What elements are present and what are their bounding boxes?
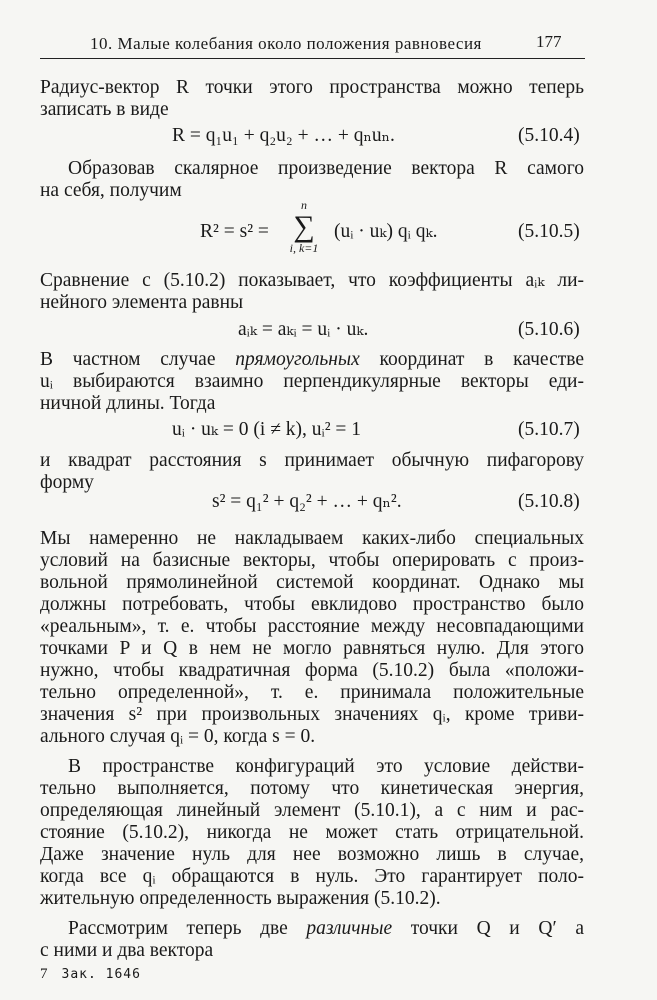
- equation-number: (5.10.7): [518, 419, 580, 440]
- text-line: В частном случае прямоугольных координат в качестве: [40, 349, 584, 370]
- text-line: определяющая линейный элемент (5.10.1), а с ним и рас-: [40, 800, 584, 821]
- text-line: «реальным», т. е. чтобы расстояние между несовпадающими: [40, 616, 584, 637]
- text-line: тельно выполняется, потому что кинетическая энергия,: [40, 778, 584, 799]
- equation-number: (5.10.4): [518, 125, 580, 146]
- text-line: В пространстве конфигураций это условие действи-: [68, 756, 584, 777]
- text-line: записать в виде: [40, 99, 169, 120]
- chapter-title: 10. Малые колебания около положения равновесия: [90, 34, 482, 53]
- text-line: Образовав скалярное произведение вектора R самого: [68, 158, 584, 179]
- text-line: нейного элемента равны: [40, 292, 244, 313]
- equation-5-10-6: aᵢₖ = aₖᵢ = uᵢ · uₖ.: [238, 319, 369, 340]
- text-line: когда все qᵢ обращаются в нуль. Это гарантирует поло-: [40, 866, 584, 887]
- text-line: ничной длины. Тогда: [40, 393, 216, 414]
- text-line: Радиус-вектор R точки этого пространства можно теперь: [40, 77, 584, 98]
- text-line: с ними и два вектора: [40, 940, 214, 961]
- equation-5-10-7: uᵢ · uₖ = 0 (i ≠ k), uᵢ² = 1: [172, 419, 362, 440]
- text-line: форму: [40, 472, 94, 493]
- text-line: условий на базисные векторы, чтобы оперировать с произ-: [40, 550, 584, 571]
- text-line: ального случая qᵢ = 0, когда s = 0.: [40, 726, 316, 747]
- text-line: должны потребовать, чтобы евклидово пространство было: [40, 594, 584, 615]
- text-line: тельно определенной», т. е. принимала положительные: [40, 682, 584, 703]
- text-line: жительную определенность выражения (5.10.2).: [40, 888, 441, 909]
- equation-5-10-5-lhs: R² = s² =: [200, 221, 269, 242]
- print-order: Зак. 1646: [61, 967, 141, 982]
- text-line: вольной прямолинейной системой координат. Однако мы: [40, 572, 584, 593]
- text-line: Рассмотрим теперь две различные точки Q и Q′ а: [68, 918, 584, 939]
- signature-number: 7: [40, 966, 48, 982]
- text-line: нужно, чтобы квадратичная форма (5.10.2) была «положи-: [40, 660, 584, 681]
- sigma-icon: ∑: [293, 210, 315, 243]
- text-line: Сравнение с (5.10.2) показывает, что коэффициенты aᵢₖ ли-: [40, 270, 584, 291]
- text-line: uᵢ выбираются взаимно перпендикулярные векторы еди-: [40, 371, 584, 392]
- summation-symbol: [282, 198, 326, 256]
- equation-5-10-4: R = q₁u₁ + q₂u₂ + … + qₙuₙ.: [172, 125, 395, 146]
- text-line: Мы намеренно не накладываем каких-либо специальных: [40, 528, 584, 549]
- sum-lower-limit: i, k=1: [289, 241, 319, 255]
- equation-5-10-8: s² = q₁² + q₂² + … + qₙ².: [212, 491, 402, 512]
- equation-number: (5.10.6): [518, 319, 580, 340]
- equation-5-10-5-rhs: (uᵢ · uₖ) qᵢ qₖ.: [334, 221, 438, 242]
- text-line: точками P и Q в нем не могло равняться нулю. Для этого: [40, 638, 584, 659]
- print-signature: [40, 966, 141, 983]
- running-header: [40, 32, 585, 59]
- text-line: на себя, получим: [40, 180, 182, 201]
- text-line: значения s² при произвольных значениях qᵢ, кроме триви-: [40, 704, 584, 725]
- text-line: стояние (5.10.2), никогда не может стать отрицательной.: [40, 822, 584, 843]
- equation-number: (5.10.8): [518, 491, 580, 512]
- text-line: и квадрат расстояния s принимает обычную пифагорову: [40, 450, 584, 471]
- sum-upper-limit: n: [301, 198, 307, 212]
- equation-number: (5.10.5): [518, 221, 580, 242]
- text-line: Даже значение нуль для нее возможно лишь в случае,: [40, 844, 584, 865]
- page-number: 177: [536, 32, 562, 51]
